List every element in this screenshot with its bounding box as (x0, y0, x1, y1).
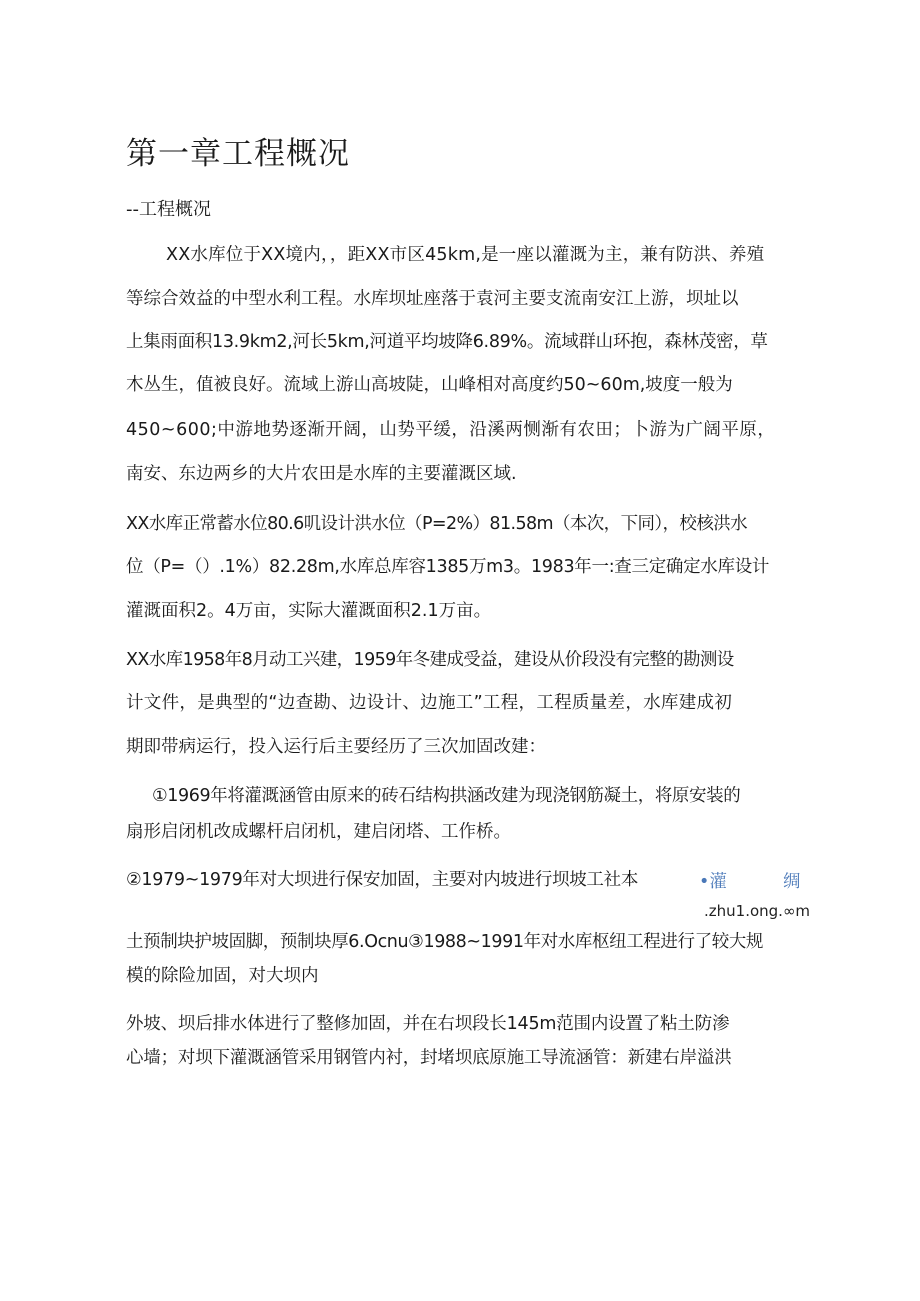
paragraph-3-line-1: XX水库1958年8月动工兴建，1959年冬建成受益，建设从价段没有完整的勘测设 (126, 650, 734, 670)
chapter-title: 第一章工程概况 (126, 136, 350, 172)
paragraph-3-line-2: 计文件，是典型的“边查勘、边设计、边施工”工程，工程质量差，水库建成初 (126, 693, 733, 713)
watermark-url: .zhu1.ong.∞m (704, 902, 811, 920)
paragraph-4-line-2: 扇形启闭机改成螺杆启闭机，建启闭塔、工作桥。 (126, 822, 511, 842)
paragraph-5-line-3: 模的除险加固，对大坝内 (126, 966, 319, 986)
paragraph-6-line-2: 心墙；对坝下灌溉涵管采用钢管内衬，封堵坝底原施工导流涵管：新建右岸溢洪 (126, 1048, 732, 1068)
paragraph-1-line-6: 南安、东边两乡的大片农田是水库的主要灌溉区域. (126, 464, 517, 484)
paragraph-2-line-3: 灌溉面积2。4万亩，实际大灌溉面积2.1万亩。 (126, 601, 492, 621)
paragraph-2-line-1: XX水库正常蓄水位80.6叽设计洪水位（P=2%）81.58m（本次，下同），校核洪水 (126, 514, 748, 534)
paragraph-2-line-2: 位（P=（）.1%）82.28m,水库总库容1385万m3。1983年一:查三定确定水库设计 (126, 557, 770, 577)
watermark-fragment-1: •灌 (699, 872, 727, 892)
paragraph-3-line-3: 期即带病运行，投入运行后主要经历了三次加固改建： (126, 737, 546, 757)
paragraph-1-line-1: XX水库位于XX境内，，距XX市区45km,是一座以灌溉为主，兼有防洪、养殖 (166, 245, 765, 265)
watermark-fragment-2: 绸 (783, 872, 801, 892)
paragraph-5-line-2: 土预制块护坡固脚，预制块厚6.Ocnu③1988~1991年对水库枢纽工程进行了较大规 (126, 932, 763, 952)
paragraph-4-line-1: ①1969年将灌溉涵管由原来的砖石结构拱涵改建为现浇钢筋凝土，将原安装的 (152, 786, 741, 806)
paragraph-6-line-1: 外坡、坝后排水体进行了整修加固，并在右坝段长145m范围内设置了粘土防渗 (126, 1014, 730, 1034)
paragraph-1-line-3: 上集雨面积13.9km2,河长5km,河道平均坡降6.89%。流域群山环抱，森林茂密，草 (126, 332, 768, 352)
paragraph-1-line-2: 等综合效益的中型水利工程。水库坝址座落于袁河主要支流南安江上游，坝址以 (126, 289, 739, 309)
paragraph-1-line-5: 450~600;中游地势逐渐开阔，山势平缓，沿溪两恻渐有农田；卜游为广阔平原， (126, 420, 776, 440)
paragraph-1-line-4: 木丛生，值被良好。流域上游山高坡陡，山峰相对高度约50~60m,坡度一般为 (126, 375, 733, 395)
section-title: --工程概况 (126, 199, 211, 220)
paragraph-5-line-1: ②1979~1979年对大坝进行保安加固，主要对内坡进行坝坡工社本 (126, 870, 639, 890)
